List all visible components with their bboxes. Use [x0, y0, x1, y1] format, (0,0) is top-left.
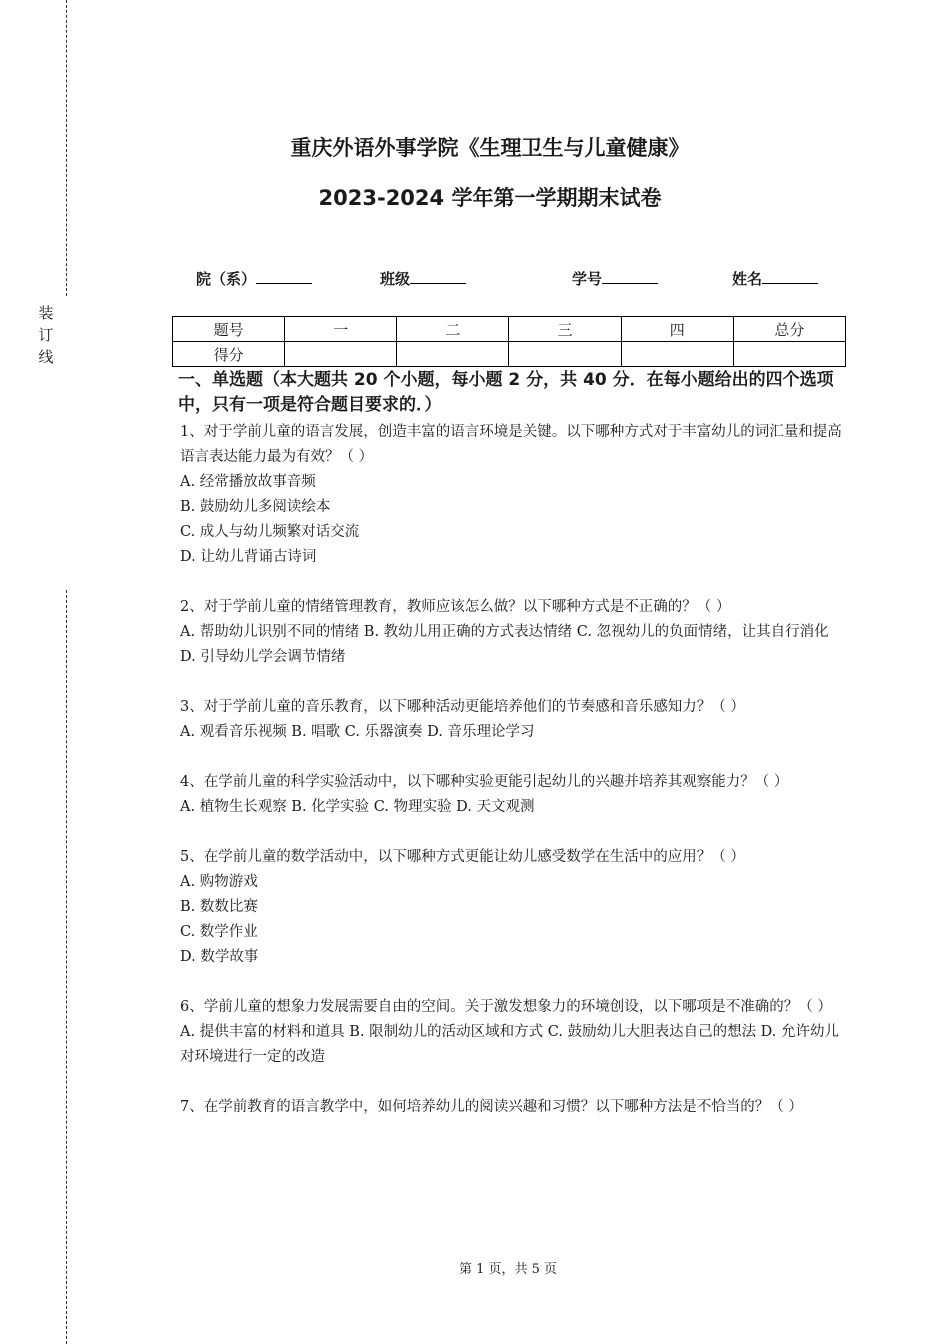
- score-table-header: 四: [621, 317, 733, 342]
- question-2: [180, 595, 848, 670]
- question-stem: 4、在学前儿童的科学实验活动中，以下哪种实验更能引起幼儿的兴趣并培养其观察能力？（ ）: [180, 774, 789, 790]
- name-blank[interactable]: [762, 269, 818, 284]
- score-table-header: 三: [509, 317, 621, 342]
- score-cell[interactable]: [621, 342, 733, 367]
- option: B. 鼓励幼儿多阅读绘本: [180, 499, 331, 515]
- options-inline: A. 帮助幼儿识别不同的情绪 B. 教幼儿用正确的方式表达情绪 C. 忽视幼儿的负面情绪，让其自行消化 D. 引导幼儿学会调节情绪: [180, 624, 829, 665]
- question-6: [180, 995, 848, 1070]
- class-field: [380, 268, 466, 289]
- score-table-score-row: [173, 342, 846, 367]
- page-footer: 第 1 页，共 5 页: [458, 1262, 558, 1277]
- score-cell[interactable]: [509, 342, 621, 367]
- class-blank[interactable]: [410, 269, 466, 284]
- name-field: [732, 268, 818, 289]
- option: A. 购物游戏: [180, 874, 258, 890]
- score-table-header: 一: [285, 317, 397, 342]
- option: B. 数数比赛: [180, 899, 258, 915]
- score-table-header: 二: [397, 317, 509, 342]
- option: C. 成人与幼儿频繁对话交流: [180, 524, 360, 540]
- binding-line-bottom: [66, 590, 67, 1344]
- college-label: 院（系）: [196, 270, 257, 288]
- question-7: [180, 1095, 848, 1120]
- options-inline: A. 观看音乐视频 B. 唱歌 C. 乐器演奏 D. 音乐理论学习: [180, 724, 535, 740]
- question-stem: 3、对于学前儿童的音乐教育，以下哪种活动更能培养他们的节奏感和音乐感知力？（ ）: [180, 699, 745, 715]
- score-row-label: 得分: [173, 342, 285, 367]
- question-stem: 5、在学前儿童的数学活动中，以下哪种方式更能让幼儿感受数学在生活中的应用？（ ）: [180, 849, 745, 865]
- score-cell[interactable]: [285, 342, 397, 367]
- student-id-label: 学号: [572, 270, 603, 288]
- student-id-field: [572, 268, 658, 289]
- question-1: [180, 420, 848, 570]
- binding-char: 订: [38, 326, 54, 344]
- exam-content: [180, 368, 848, 1120]
- option: A. 经常播放故事音频: [180, 474, 316, 490]
- student-id-blank[interactable]: [602, 269, 658, 284]
- question-stem: 1、对于学前儿童的语言发展，创造丰富的语言环境是关键。以下哪种方式对于丰富幼儿的词汇量和提高语言表达能力最为有效？（ ）: [180, 424, 842, 465]
- score-table-header-row: [173, 317, 846, 342]
- binding-label: [36, 302, 56, 368]
- question-stem: 7、在学前教育的语言教学中，如何培养幼儿的阅读兴趣和习惯？以下哪种方法是不恰当的？（ ）: [180, 1099, 803, 1115]
- binding-char: 装: [38, 304, 54, 322]
- score-table-header: 题号: [173, 317, 285, 342]
- class-label: 班级: [380, 270, 411, 288]
- options-inline: A. 植物生长观察 B. 化学实验 C. 物理实验 D. 天文观测: [180, 799, 535, 815]
- binding-char: 线: [38, 348, 54, 366]
- score-table-header: 总分: [733, 317, 845, 342]
- name-label: 姓名: [732, 270, 763, 288]
- option: D. 让幼儿背诵古诗词: [180, 549, 317, 565]
- question-4: [180, 770, 848, 820]
- section-heading: 一、单选题（本大题共 20 个小题，每小题 2 分，共 40 分．在每小题给出的四个选项中，只有一项是符合题目要求的．）: [178, 370, 834, 415]
- college-field: [196, 268, 312, 289]
- options-inline: A. 提供丰富的材料和道具 B. 限制幼儿的活动区域和方式 C. 鼓励幼儿大胆表达自己的想法 D. 允许幼儿对环境进行一定的改造: [180, 1024, 840, 1065]
- question-stem: 2、对于学前儿童的情绪管理教育，教师应该怎么做？以下哪种方式是不正确的？（ ）: [180, 599, 731, 615]
- exam-title-line1: 重庆外语外事学院《生理卫生与儿童健康》: [290, 136, 690, 160]
- score-cell[interactable]: [733, 342, 845, 367]
- score-table: [172, 316, 846, 367]
- option: D. 数学故事: [180, 949, 259, 965]
- question-stem: 6、学前儿童的想象力发展需要自由的空间。关于激发想象力的环境创设，以下哪项是不准确的？（ ）: [180, 999, 832, 1015]
- exam-title-line2: 2023-2024 学年第一学期期末试卷: [318, 186, 662, 210]
- college-blank[interactable]: [256, 269, 312, 284]
- question-5: [180, 845, 848, 970]
- option: C. 数学作业: [180, 924, 258, 940]
- question-3: [180, 695, 848, 745]
- score-cell[interactable]: [397, 342, 509, 367]
